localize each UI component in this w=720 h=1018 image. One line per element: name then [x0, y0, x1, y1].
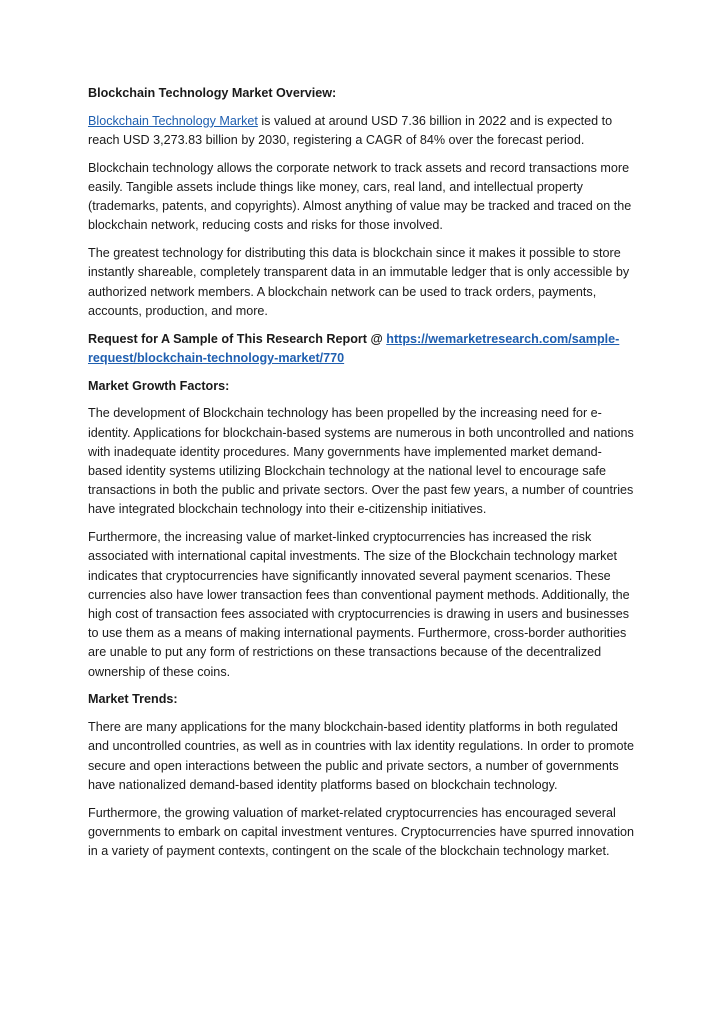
growth-paragraph-1: The development of Blockchain technology has been propelled by the increasing need for e-identity. Applications for blockchain-based systems are numerous in both uncontrolled and nations with inadequate identity procedures. Many governments have implemented market demand-based identity systems utilizing Blockchain technology at the national level to encourage safe transactions in both the public and private sectors. Over the past few years, a number of countries have integrated blockchain technology into their e-citizenship initiatives.	[88, 406, 634, 517]
trends-paragraph-2: Furthermore, the growing valuation of market-related cryptocurrencies has encouraged several governments to embark on capital investment ventures. Cryptocurrencies have spurred innovation in a variety of payment contexts, contingent on the scale of the blockchain technology market.	[88, 805, 635, 859]
sample-request-paragraph	[88, 330, 636, 368]
overview-paragraph-3: The greatest technology for distributing this data is blockchain since it makes it possible to store instantly shareable, completely transparent data in an immutable ledger that is only accessible by authorized network members. A blockchain network can be used to track orders, payments, accounts, production, and more.	[88, 246, 630, 318]
sample-request-link[interactable]: https://wemarketresearch.com/sample-request/blockchain-technology-market/770	[88, 331, 620, 365]
overview-paragraph-1	[88, 112, 636, 150]
trends-paragraph-1: There are many applications for the many blockchain-based identity platforms in both regulated and uncontrolled countries, as well as in countries with lax identity regulations. In order to promote secure and open interactions between the public and private sectors, a number of governments have nationalized demand-based identity platforms based on blockchain technology.	[88, 720, 635, 792]
market-trends-heading: Market Trends:	[88, 692, 178, 707]
growth-paragraph-2: Furthermore, the increasing value of market-linked cryptocurrencies has increased the risk associated with international capital investments. The size of the Blockchain technology market indicates that cryptocurrencies have significantly innovated several payment scenarios. These currencies also have lower transaction fees than conventional payment methods. Additionally, the high cost of transaction fees associated with cryptocurrencies is drawing in users and businesses to use them as a means of making international payments. Furthermore, cross-border authorities are unable to put any form of restrictions on these transactions because of the decentralized ownership of these coins.	[88, 530, 630, 679]
overview-heading: Blockchain Technology Market Overview:	[88, 86, 337, 100]
document-page	[88, 84, 636, 870]
sample-request-label: Request for A Sample of This Research Report @	[88, 331, 387, 346]
overview-paragraph-2: Blockchain technology allows the corporate network to track assets and record transactions more easily. Tangible assets include things like money, cars, real land, and intellectual property (trademarks, patents, and copyrights). Almost anything of value may be tracked and traced on the blockchain network, reducing costs and risks for those involved.	[88, 160, 632, 233]
blockchain-market-link[interactable]: Blockchain Technology Market	[88, 113, 258, 128]
growth-factors-heading: Market Growth Factors:	[88, 378, 230, 393]
overview-paragraph-1-text: is valued at around USD 7.36 billion in 2022 and is expected to reach USD 3,273.83 billion by 2030, registering a CAGR of 84% over the forecast period.	[88, 113, 613, 147]
